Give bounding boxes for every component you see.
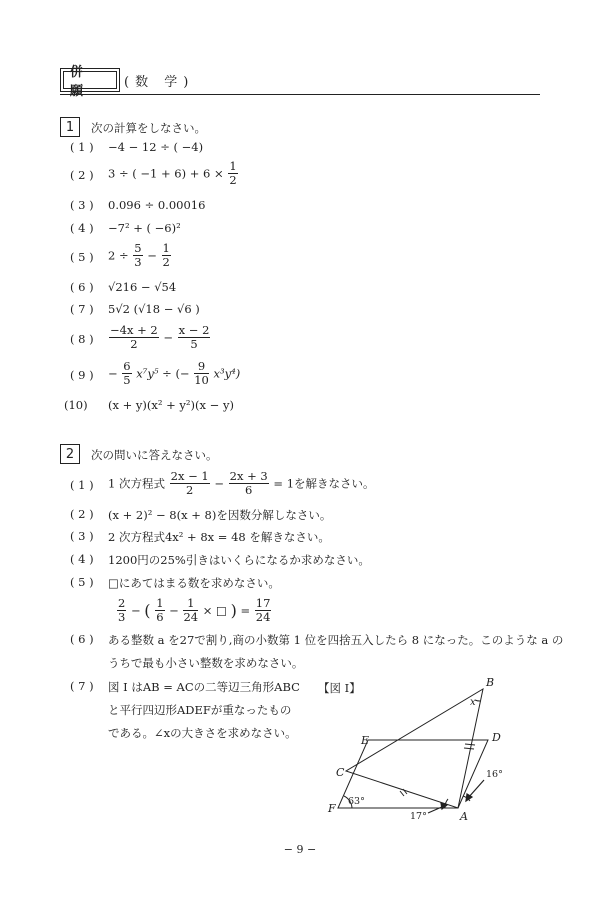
arrow-16 (468, 780, 484, 798)
item-number: ( 7 ) (70, 302, 94, 316)
item-expression: −4 − 12 ÷ ( −4) (108, 140, 204, 154)
denominator: 2 (186, 483, 194, 497)
item-number: ( 5 ) (70, 250, 94, 264)
vertex-label-b: B (486, 676, 495, 689)
denominator: 24 (255, 610, 271, 624)
numerator: 17 (255, 596, 271, 610)
denominator: 2 (229, 173, 237, 187)
expression-part: x³y⁴) (213, 366, 241, 381)
item-number: ( 2 ) (70, 507, 94, 521)
angle-label-16: 16° (486, 769, 503, 780)
tick-mark (464, 748, 474, 749)
numerator: 2x − 1 (170, 469, 209, 483)
expression-part: 1 次方程式 (108, 476, 165, 491)
expression-part: (− (175, 366, 190, 381)
page-number: − 9 − (283, 843, 317, 856)
tick-mark (400, 791, 404, 796)
operator: − (214, 476, 225, 491)
item-expression: 0.096 ÷ 0.00016 (108, 198, 206, 212)
subject-title: (数 学) (124, 75, 195, 90)
denominator: 2 (162, 255, 170, 269)
item-text-line: と平行四辺形ADEFが重なったもの (108, 703, 292, 717)
denominator: 24 (183, 610, 199, 624)
item-expression: 2 次方程式4x² + 8x = 48 を解きなさい。 (108, 530, 330, 544)
item-expression: □にあてはまる数を求めなさい。 (108, 576, 280, 590)
denominator: 6 (245, 483, 253, 497)
item-number: ( 6 ) (70, 280, 94, 294)
item-number: (10) (64, 398, 88, 412)
angle-label-17: 17° (410, 811, 427, 822)
operator: − (169, 603, 179, 618)
figure-title: 【図 I】 (318, 681, 361, 695)
item-number: ( 7 ) (70, 679, 94, 693)
expression-part: 3 ÷ ( −1 + 6) + 6 × (108, 166, 224, 181)
item-number: ( 9 ) (70, 368, 94, 382)
triangle-abc (346, 689, 483, 808)
item-number: ( 4 ) (70, 221, 94, 235)
numerator: 1 (156, 596, 164, 610)
angle-label-63: 63° (348, 796, 365, 807)
operator: − (147, 248, 157, 263)
item-number: ( 3 ) (70, 198, 94, 212)
numerator: 1 (183, 597, 198, 611)
numerator: 1 (162, 241, 170, 255)
item-text-line: ある整数 a を27で割り,商の小数第 1 位を四捨五入したら 8 になった。このような a の (108, 633, 564, 647)
item-expression: √216 − √54 (108, 280, 177, 294)
item-text-line: である。∠xの大きさを求めなさい。 (108, 726, 297, 740)
denominator: 6 (156, 610, 164, 624)
denominator: 3 (134, 255, 142, 269)
denominator: 5 (190, 337, 198, 351)
numerator: 6 (123, 359, 131, 373)
header-label: 併 願 (63, 71, 117, 89)
question-1-title: 次の計算をしなさい。 (91, 121, 206, 135)
item-number: ( 3 ) (70, 529, 94, 543)
numerator: −4x + 2 (110, 323, 158, 337)
vertex-label-a: A (460, 810, 468, 823)
item-expression: 5√2 (√18 − √6 ) (108, 302, 200, 316)
expression-part: x⁷y⁵ ÷ (136, 366, 172, 381)
item-number: ( 5 ) (70, 575, 94, 589)
vertex-label-d: D (492, 731, 501, 744)
expression-part: = 1を解きなさい。 (273, 476, 375, 491)
numerator: x − 2 (178, 323, 210, 337)
tick-mark (465, 744, 475, 745)
vertex-label-c: C (336, 766, 345, 779)
angle-label-x: x (470, 697, 476, 708)
numerator: 1 (229, 159, 237, 173)
vertex-label-f: F (328, 802, 336, 815)
denominator: 10 (194, 373, 209, 387)
item-expression: 1200円の25%引きはいくらになるか求めなさい。 (108, 553, 370, 567)
item-text-line: 図 I はAB = ACの二等辺三角形ABC (108, 680, 300, 694)
item-expression: −7² + ( −6)² (108, 221, 181, 235)
question-1-number: 1 (60, 117, 80, 137)
vertex-label-e: E (361, 734, 370, 747)
question-2-title: 次の問いに答えなさい。 (91, 448, 218, 462)
item-number: ( 2 ) (70, 168, 94, 182)
operator: − (163, 330, 173, 345)
item-number: ( 1 ) (70, 478, 94, 492)
numerator: 5 (134, 241, 142, 255)
paren: ) (230, 601, 237, 620)
operator: − (108, 366, 118, 381)
item-text-line: うちで最も小さい整数を求めなさい。 (108, 656, 304, 670)
item-expression: (x + y)(x² + y²)(x − y) (108, 398, 234, 412)
item-number: ( 4 ) (70, 552, 94, 566)
numerator: 2 (118, 596, 126, 610)
denominator: 5 (123, 373, 131, 387)
tick-mark (403, 789, 407, 794)
item-number: ( 1 ) (70, 140, 94, 154)
paren: ( (144, 601, 151, 620)
denominator: 2 (130, 337, 138, 351)
denominator: 3 (118, 610, 126, 624)
operator: − (130, 603, 141, 618)
item-number: ( 8 ) (70, 332, 94, 346)
question-2-number: 2 (60, 444, 80, 464)
item-expression: (x + 2)² − 8(x + 8)を因数分解しなさい。 (108, 508, 332, 522)
numerator: 2x + 3 (229, 469, 268, 483)
expression-part: × □ (202, 603, 227, 618)
item-number: ( 6 ) (70, 632, 94, 646)
numerator: 9 (194, 360, 209, 374)
operator: = (240, 603, 251, 618)
expression-part: 2 ÷ (108, 248, 129, 263)
